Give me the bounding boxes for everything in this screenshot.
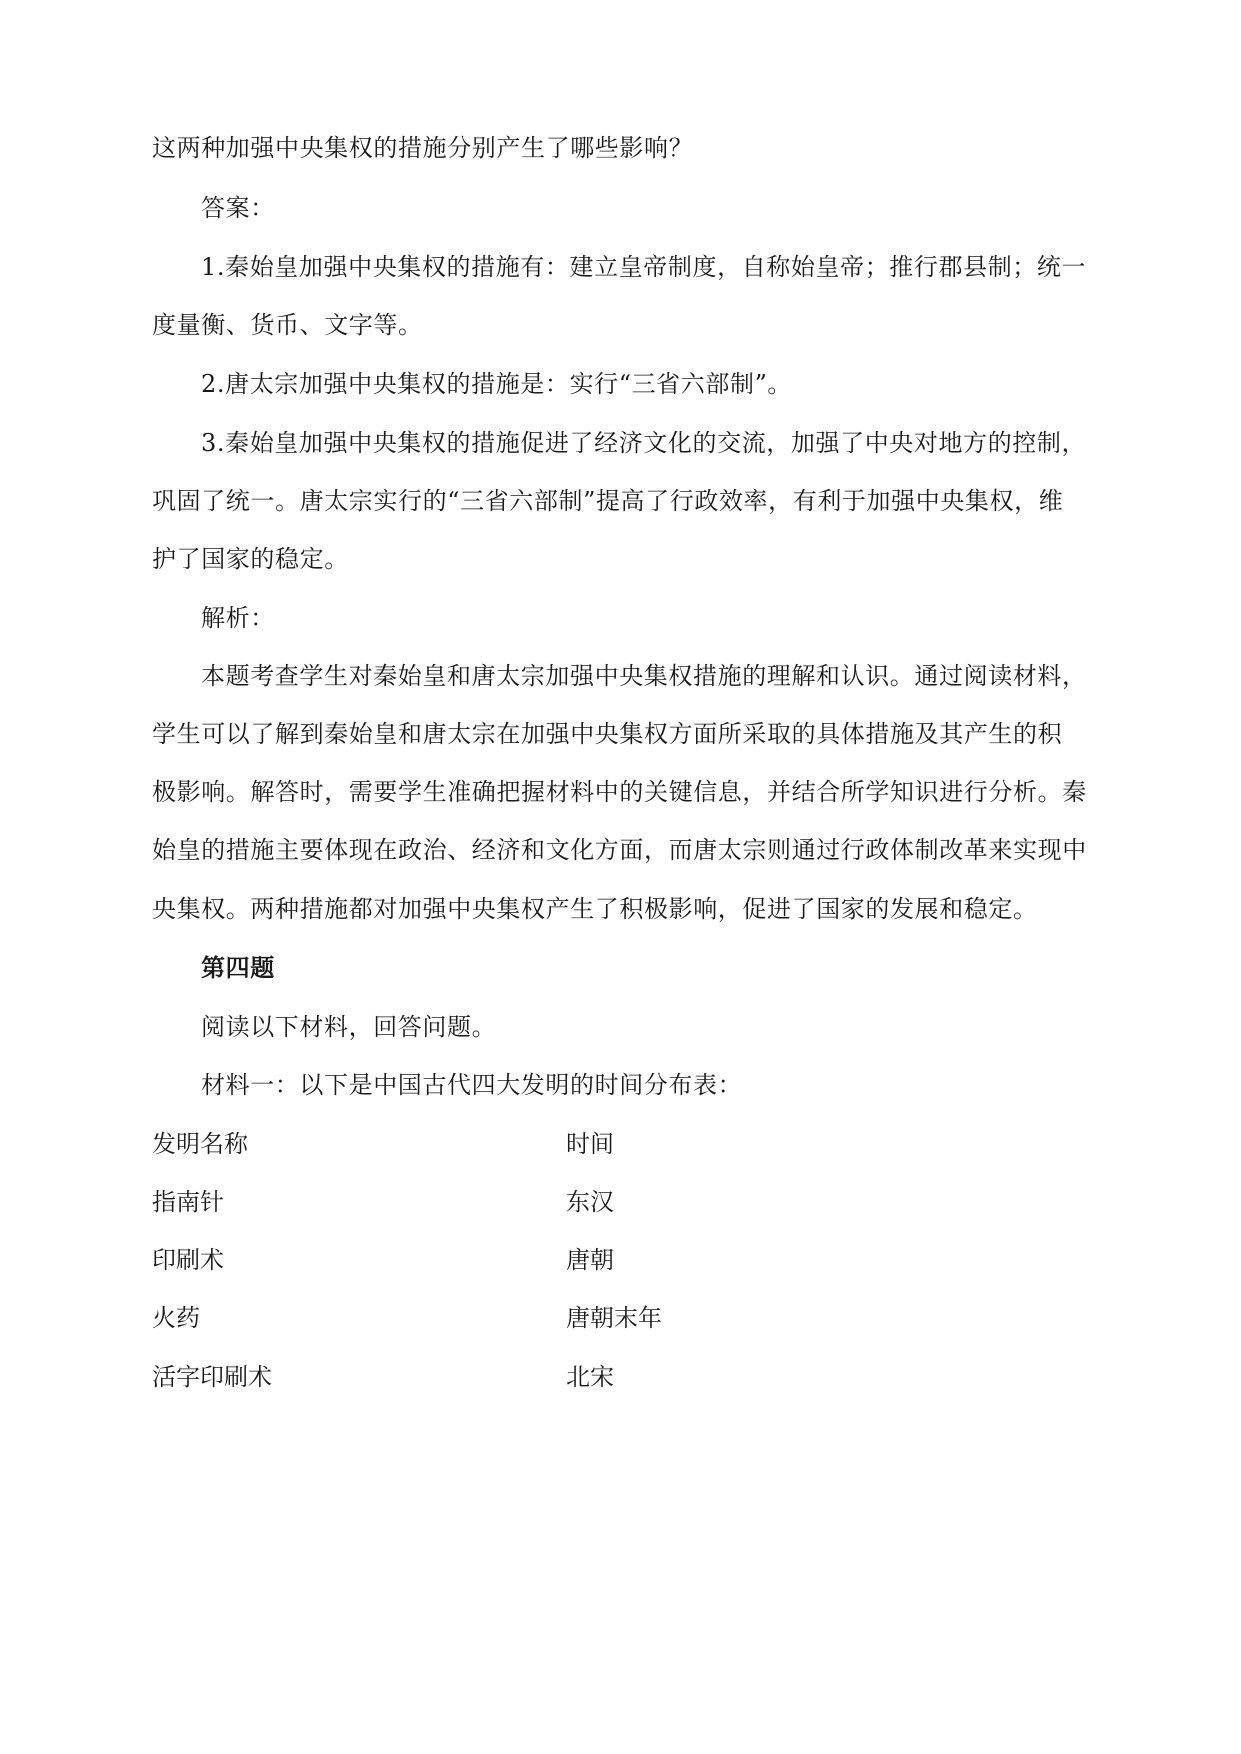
analysis-line-2: 学生可以了解到秦始皇和唐太宗在加强中央集权方面所采取的具体措施及其产生的积 [152,720,1063,748]
question-line: 这两种加强中央集权的措施分别产生了哪些影响？ [152,134,694,162]
analysis-label: 解析： [201,604,275,632]
answer-1-line-1: 1.秦始皇加强中央集权的措施有：建立皇帝制度，自称始皇帝；推行郡县制；统一 [201,253,1087,281]
table-header-row [152,1128,1052,1160]
analysis-line-5: 央集权。两种措施都对加强中央集权产生了积极影响，促进了国家的发展和稳定。 [152,895,1038,923]
answer-3-line-1: 3.秦始皇加强中央集权的措施促进了经济文化的交流，加强了中央对地方的控制， [201,429,1087,457]
analysis-line-4: 始皇的措施主要体现在政治、经济和文化方面，而唐太宗则通过行政体制改革来实现中 [152,836,1087,864]
table-row [152,1302,1052,1334]
table-cell-time: 东汉 [566,1188,614,1216]
table-cell-time: 北宋 [566,1363,614,1391]
table-header-invention: 发明名称 [152,1130,248,1158]
table-cell-invention: 印刷术 [152,1246,224,1274]
answer-2-line: 2.唐太宗加强中央集权的措施是：实行“三省六部制”。 [201,370,793,398]
answer-label: 答案： [201,194,275,222]
table-row [152,1361,1052,1393]
table-cell-time: 唐朝 [566,1246,614,1274]
table-cell-invention: 指南针 [152,1188,224,1216]
table-cell-invention: 火药 [152,1304,200,1332]
question-4-instruction: 阅读以下材料，回答问题。 [201,1013,497,1041]
answer-1-line-2: 度量衡、货币、文字等。 [152,311,423,339]
table-header-time: 时间 [566,1130,614,1158]
table-cell-time: 唐朝末年 [566,1304,662,1332]
answer-3-line-3: 护了国家的稳定。 [152,545,349,573]
analysis-line-3: 极影响。解答时，需要学生准确把握材料中的关键信息，并结合所学知识进行分析。秦 [152,778,1087,806]
analysis-line-1: 本题考查学生对秦始皇和唐太宗加强中央集权措施的理解和认识。通过阅读材料， [201,662,1087,690]
table-row [152,1244,1052,1276]
question-4-title: 第四题 [201,953,275,982]
table-row [152,1186,1052,1218]
material-1-line: 材料一：以下是中国古代四大发明的时间分布表： [201,1071,743,1099]
table-cell-invention: 活字印刷术 [152,1363,272,1391]
answer-3-line-2: 巩固了统一。唐太宗实行的“三省六部制”提高了行政效率，有利于加强中央集权，维 [152,487,1064,515]
